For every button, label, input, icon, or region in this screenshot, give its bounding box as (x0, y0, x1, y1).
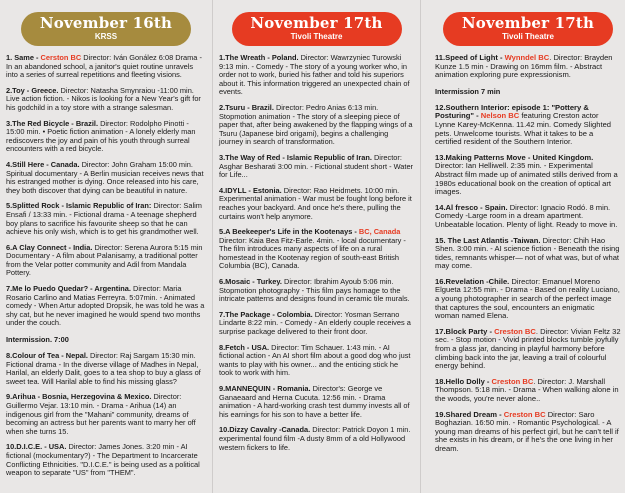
film-list (219, 54, 414, 452)
film-title: 6.Mosaic - Turkey. (219, 277, 285, 287)
film-details: Director: Emanuel Moreno Elgueta 12:55 min. - Drama - Based on reality Luciano, a young photographer in search of the perfect image that captures the soul, encounters an enigmatic woman named Elena. (435, 276, 620, 321)
film-entry (219, 154, 414, 180)
film-details: . Director: Vivian Feltz 32 sec. - Stop motion - Vivid printed blocks tumble joyfully from a glass jar, dancing in playful harmony before climbing back into the jar, leaving a trail of colourful energy behind. (435, 326, 621, 371)
column-november-17-part-2 (420, 0, 625, 493)
film-title: 3.The Red Bicycle - Brazil. (6, 118, 101, 128)
film-details: featuring Creston actor Lynne Karey-McKenna. 11.42 min. Comedy Slighted pets. Unwelcome tourists. What it takes to be a certified resident of the Southern Interior. (435, 111, 612, 147)
film-entry (435, 204, 621, 230)
local-origin-highlight: BC, Canada (358, 227, 401, 237)
film-details: Director: James Jones. 3:20 min - AI fictional (mockumentary?) - The Department to Incarcerate Conflicting Ethnicities. "D.I.C.E." is being used as a political weapon to separate "US" from "THEM". (6, 442, 200, 478)
film-details: . Director: Brayden Kunze 1.5 min - Drawing on 16mm film. - Abstract animation exploring pure expressionism. (435, 53, 613, 80)
film-details: Director: John Graham 15:00 min. Spiritual documentary - A Berlin musician receives news that his estranged mother is dying. Once released into his care, they both discover that dying can be beautiful in nature. (6, 159, 204, 195)
film-entry (435, 54, 621, 80)
film-entry (435, 237, 621, 271)
film-title: 1.The Wreath - Poland. (219, 53, 301, 62)
film-details: Director: Pedro Anias 6:13 min. Stopmotion animation - The story of a sleeping piece of paper that, after being awakened by the flapping wings of a Tsuru (Japanese bird origami), begins a challenging journey in search of transformation. (219, 102, 413, 147)
film-entry (435, 378, 621, 404)
film-title: 4.IDYLL - Estonia. (219, 185, 284, 195)
film-entry (435, 104, 621, 147)
local-origin-highlight: Nelson BC (480, 111, 520, 121)
film-entry (219, 54, 414, 97)
film-entry (6, 202, 206, 236)
film-title: 10.Dizzy Cavalry -Canada. (219, 425, 313, 435)
film-title: 4.Still Here - Canada. (6, 159, 82, 169)
film-details: Director: Asghar Besharati 3:00 min. - Fictional student short - Water for Life... (219, 152, 414, 180)
film-title: 14.Al fresco - Spain. (435, 202, 510, 212)
film-details: Director: Wawrzyniec Turowski 9:13 min. - Comedy - The story of a young worker who, in order not to work, buried his father and told his superiors about it. This information triggered an unexpected chain of events. (219, 53, 410, 97)
film-entry (6, 352, 206, 386)
film-details: Director: Kaia Bea Fitz-Earle. 4min. - local documentary -The film introduces many aspects of life on a rural homestead in the Kootenay region of south-east British Columbia (BC), Canada. (219, 235, 406, 271)
header-venue: Tivoli Theatre (502, 32, 554, 41)
film-details: Director: Natasha Smynraiou -11:00 min. Live action fiction. - Nikos is looking for a New Year's gift for his godchild in a toy store with a strange salesman. (6, 85, 201, 112)
film-entry (6, 54, 206, 80)
film-details: Director: Salim Ensafi / 13:33 min. - Fictional drama - A teenage shepherd boy plans to sacrifice his favourite sheep so that he can achieve his only wish, which is to get his grandmother well. (6, 201, 202, 237)
film-details: Director: Ibrahim Ayoub 5:06 min. Stopmotion photography - This film pays homage to the intricate patterns and designs found in ceramic tile murals. (219, 277, 410, 304)
film-entry (219, 426, 414, 452)
film-title: 9.MANNEQUIN - Romania. (219, 384, 313, 393)
film-entry (219, 311, 414, 337)
film-details: Director: Rodolpho Pinotti - 15:00 min. • Poetic fiction animation - A lonely elderly man rediscovers the joy and pain of his youth through surreal encounters with a red bicycle. (6, 118, 196, 154)
film-details: Director: Guillermo Vejar. 13:10 min. - Drama - Arihua (14) an indigenous girl from the "Mahani" community, dreams of becoming an actress but her parents want to marry her off when she turns 15. (6, 392, 196, 436)
film-entry (219, 187, 414, 221)
film-entry (219, 344, 414, 378)
film-entry (435, 154, 621, 197)
column-november-17-part-1 (212, 0, 420, 493)
film-details: . Director: J. Marshall Thompson. 5:18 min. - Drama - When walking alone in the woods, you're never alone.. (435, 376, 619, 403)
film-title: 3.The Way of Red - Islamic Republic of Iran. (219, 152, 374, 162)
film-title: 10.D.I.C.E. - USA. (6, 442, 69, 452)
film-details: Director: Ian Helliwell. 2:35 min. - Experimental Abstract film made up of animated stills derived from a 1980s educational book on the creation of optical art images. (435, 161, 618, 197)
header-date: November 16th (39, 14, 173, 32)
film-entry (219, 228, 414, 271)
film-title: 16.Revelation -Chile. (435, 276, 512, 286)
film-title: 15. The Last Atlantis -Taiwan. (435, 235, 543, 245)
film-entry (435, 328, 621, 371)
film-details: Director's: George ve Ganaeaard and Herna Cucuta. 12:56 min. - Drama animation - A hard-working crash test dummy invests all of his earnings for his son to have a better life. (219, 384, 410, 419)
local-origin-highlight: Cerston BC (40, 53, 82, 62)
film-title: 7.Me lo Puedo Quedar? - Argentina. (6, 284, 134, 294)
film-title: 5.A Beekeeper's Life in the Kootenays - (219, 227, 359, 237)
film-title: 6.A Clay Connect - India. (6, 242, 95, 252)
film-title: 11.Speed of Light - (435, 53, 505, 62)
film-entry (219, 385, 414, 419)
film-details: Director: Saro Boghazian. 16:50 min. - Romantic Psychological. - A young man dreams of his perfect girl, but he can't tell if she exists in his dream, or if he's the one living in her dream. (435, 409, 619, 453)
header-date: November 17th (461, 14, 595, 32)
film-title: 18.Hello Dolly - (435, 376, 492, 386)
film-entry (6, 244, 206, 278)
film-details: Director: Patrick Doyon 1 min. experimental found film -A dusty 8mm of a old Hollywood western fickers to life. (219, 425, 411, 452)
film-details: Director: Ignacio Rodó. 8 min. Comedy -Large room in a dream apartment. Unbeatable location. Plenty of light. Ready to move in. (435, 202, 618, 229)
film-details: Director: Iván Gonález 6:08 Drama - In an abandoned school, a janitor's quiet routine unravels into a series of surreal repetitions and fleeting visions. (6, 53, 202, 80)
film-title: 17.Block Party - (435, 326, 495, 336)
film-title: 19.Shared Dream - (435, 409, 504, 419)
film-list (6, 54, 206, 478)
film-entry (219, 104, 414, 147)
intermission-note: Intermission. 7:00 (6, 335, 69, 345)
date-header (232, 12, 402, 46)
intermission-note: Intermission 7 min (435, 86, 501, 96)
header-venue: Tivoli Theatre (290, 32, 343, 41)
film-title: 7.The Package - Colombia. (219, 309, 315, 319)
film-title: 2.Tsuru - Brazil. (219, 102, 276, 112)
film-title: 12.Southern Interior: episode 1: "Pottery & Posturing" - (435, 102, 589, 121)
date-header (443, 12, 613, 46)
film-details: Director: Maria Rosario Carlino and Matias Ferreyra. 5:07min. - Animated comedy - When Artur adopted Dropsik, he was told he was a shy cat, but he never imagined he would spend two months under the couch. (6, 284, 205, 328)
film-title: 1. Same - (6, 53, 41, 62)
film-title: 9.Arihua - Bosnia, Herzegovina & Mexico. (6, 392, 154, 402)
film-entry (6, 120, 206, 154)
film-details: Director: Chih Hao Shen. 3:00 min. - AI science fiction - Beneath the rising tides, remnants whisper— not of what was, but of what may come. (435, 235, 620, 271)
film-title: 2.Toy - Greece. (6, 85, 61, 95)
film-list (435, 54, 621, 454)
film-details: Director: Tim Schauer. 1:43 min. - AI fictional action - An AI short film about a good dog who just wants to play with his owner... and the enticing stick he took to work with him. (219, 342, 411, 378)
film-entry (219, 278, 414, 304)
film-title: 13.Making Patterns Move - United Kingdom. (435, 152, 594, 162)
film-details: Director: Raj Sargam 15:30 min. Fictional drama - In the diverse village of Madhes in Nepal, Harilal, an elderly Dalit, goes to a tea shop to buy a glass of sweet tea. Will Harilal able to find his missing glass? (6, 351, 201, 386)
local-origin-highlight: Creston BC (494, 326, 536, 336)
film-entry (6, 443, 206, 477)
date-header (21, 12, 191, 46)
film-details: Director: Yosman Serrano Lindarte 8:22 min. - Comedy - An elderly couple receives a surprise package delivered to their front door. (219, 309, 411, 337)
header-date: November 17th (250, 14, 383, 32)
film-title: 8.Colour of Tea - Nepal. (6, 351, 91, 361)
film-details: Director: Rao Heidmets. 10:00 min. Experimental animation - War must be fought long before it reaches your backyard. And once he's there, pulling the curtains won't help anymore. (219, 185, 412, 221)
film-title: 5.Splitted Rock - Islamic Republic of Iran: (6, 201, 154, 211)
film-entry (6, 393, 206, 436)
header-venue: KRSS (94, 32, 118, 41)
film-entry (435, 411, 621, 454)
column-november-16 (0, 0, 212, 493)
film-entry (6, 87, 206, 113)
film-entry (6, 285, 206, 328)
film-details: Director: Serena Aurora 5:15 min Documentary - A film about Palanisamy, a traditional potter from the Velar potter community and Adil from Mandala Pottery. (6, 242, 203, 278)
film-entry (6, 161, 206, 195)
local-origin-highlight: Creston BC (503, 409, 546, 419)
film-title: 8.Fetch - USA. (219, 342, 272, 352)
local-origin-highlight: Wynndel BC (504, 53, 550, 62)
film-entry (435, 278, 621, 321)
local-origin-highlight: Creston BC (491, 376, 534, 386)
